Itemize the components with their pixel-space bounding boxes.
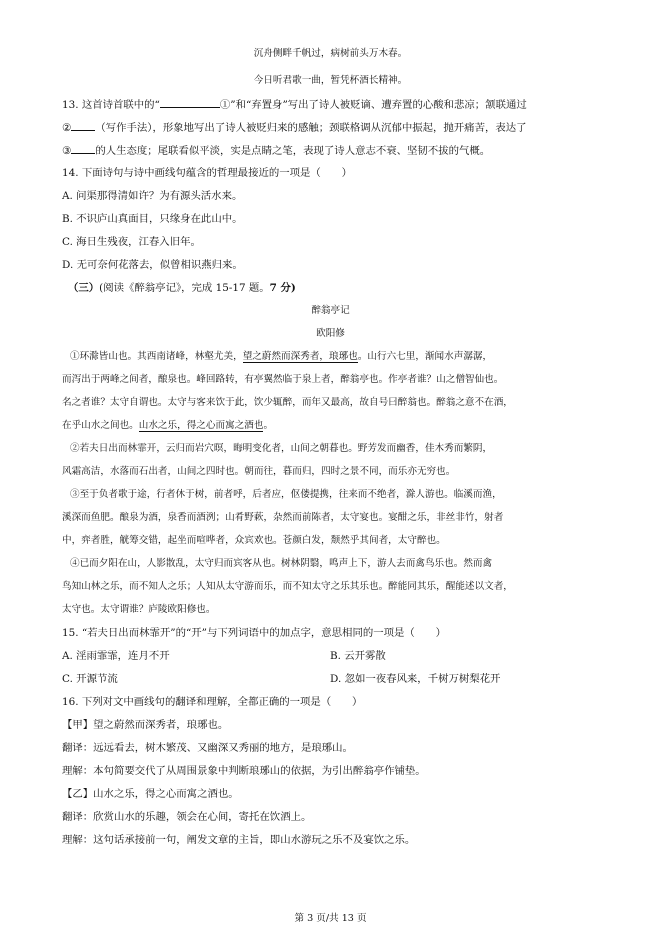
poem-line-2: 今日听君歌一曲，暂凭杯酒长精神。 xyxy=(253,75,408,86)
essay-p3-line-2: 溪深而鱼肥。酿泉为酒，泉香而酒洌；山肴野蔌，杂然而前陈者，太守宴也。宴酣之乐，非丝非竹，射者 xyxy=(62,512,504,523)
q13-text: ”和“弃置身”写出了诗人被贬谪、遭弃置的心酸和悲凉；颔联通过 xyxy=(230,99,527,111)
essay-p1-line-3: 名之者谁？太守自谓也。太守与客来饮于此，饮少辄醉，而年又最高，故自号曰醉翁也。醉翁之意不在酒， xyxy=(62,397,513,408)
section-3-text: (阅读《醉翁亭记》，完成 15-17 题。 xyxy=(99,282,270,294)
q14-option-d: D. 无可奈何花落去，似曾相识燕归来。 xyxy=(62,259,243,271)
essay-text: 。山行六七里，渐闻水声潺潺， xyxy=(357,351,493,362)
q14-option-a: A. 问渠那得清如许？为有源头活水来。 xyxy=(62,190,243,202)
essay-title: 醉翁亭记 xyxy=(311,305,350,316)
essay-p1-line-2: 而泻出于两峰之间者，酿泉也。峰回路转，有亭翼然临于泉上者，醉翁亭也。作亭者谁？山之僧智仙也。 xyxy=(62,374,504,385)
q14-stem: 14. 下面诗句与诗中画线句蕴含的哲理最接近的一项是（ ） xyxy=(62,167,352,179)
essay-p3-line-3: 中，弈者胜，觥筹交错，起坐而喧哗者，众宾欢也。苍颜白发，颓然乎其间者，太守醉也。 xyxy=(62,535,446,546)
underlined-sentence-yi: 山水之乐，得之心而寓之酒也 xyxy=(138,420,264,431)
essay-text: 在乎山水之间也。 xyxy=(62,420,139,431)
q16-jia-translation: 翻译：远远看去，树木繁茂、又幽深又秀丽的地方，是琅琊山。 xyxy=(62,742,353,754)
q16-yi-understanding: 理解：这句话承接前一句，阐发文章的主旨，即山水游玩之乐不及宴饮之乐。 xyxy=(62,834,416,846)
q13-mark-3: ③ xyxy=(62,145,72,157)
q16-yi: 【乙】山水之乐，得之心而寓之酒也。 xyxy=(62,788,239,800)
section-3-heading xyxy=(68,281,296,295)
q13-line-3 xyxy=(62,143,490,158)
section-3-label: （三） xyxy=(68,282,100,294)
essay-p4-line-3: 太守也。太守谓谁？庐陵欧阳修也。 xyxy=(62,604,216,615)
essay-p2-line-2: 风霜高洁，水落而石出者，山间之四时也。朝而往，暮而归，四时之景不同，而乐亦无穷也。 xyxy=(62,466,456,477)
q15-stem: 15. “若夫日出而林霏开”的“开”与下列词语中的加点字，意思相同的一项是（ ） xyxy=(62,627,446,639)
essay-p2-line-1: ②若夫日出而林霏开，云归而岩穴暝，晦明变化者，山间之朝暮也。野芳发而幽香，佳木秀而繁阴， xyxy=(70,443,493,454)
essay-p1-line-4 xyxy=(62,419,273,433)
q13-line-1 xyxy=(62,97,527,112)
q16-jia: 【甲】望之蔚然而深秀者，琅琊也。 xyxy=(62,719,229,731)
poem-line-1: 沉舟侧畔千帆过，病树前头万木春。 xyxy=(253,48,408,59)
essay-p4-line-1: ④已而夕阳在山，人影散乱，太守归而宾客从也。树林阴翳，鸣声上下，游人去而禽鸟乐也。然而禽 xyxy=(70,558,493,569)
q13-mark-2: ② xyxy=(62,122,72,134)
q14-option-c: C. 海日生残夜，江春入旧年。 xyxy=(62,236,201,248)
essay-text: ①环滁皆山也。其西南诸峰，林壑尤美， xyxy=(70,351,243,362)
q15-option-b: B. 云开雾散 xyxy=(330,650,386,662)
q13-blank-2 xyxy=(71,120,95,131)
essay-p3-line-1: ③至于负者歌于途，行者休于树，前者呼，后者应，伛偻提携，往来而不绝者，滁人游也。临溪而渔， xyxy=(70,489,502,500)
underlined-sentence-jia: 望之蔚然而深秀者，琅琊也 xyxy=(242,351,358,362)
q15-option-d: D. 忽如一夜春风来，千树万树梨花开 xyxy=(330,673,501,685)
q13-text: （写作手法），形象地写出了诗人被贬归来的感触；颈联格调从沉郁中振起，抛开痛苦，表达了 xyxy=(95,122,527,134)
q13-mark-1: ① xyxy=(219,99,231,111)
essay-author: 欧阳修 xyxy=(316,328,345,339)
page-footer: 第 3 页/共 13 页 xyxy=(294,913,367,924)
q13-blank-1 xyxy=(160,97,220,108)
section-3-score: 7 分) xyxy=(269,282,296,294)
q13-text: 的人生态度；尾联看似平淡，实是点睛之笔，表现了诗人意志不衰、坚韧不拔的气概。 xyxy=(95,145,491,157)
q13-text: 13. 这首诗首联中的“ xyxy=(62,99,160,111)
q16-stem: 16. 下列对文中画线句的翻译和理解，全都正确的一项是（ ） xyxy=(62,696,363,708)
q15-option-a: A. 淫雨霏霏，连月不开 xyxy=(62,650,170,662)
q14-option-b: B. 不识庐山真面目，只缘身在此山中。 xyxy=(62,213,243,225)
essay-p4-line-2: 鸟知山林之乐，而不知人之乐；人知从太守游而乐，而不知太守之乐其乐也。醉能同其乐，醒能述以文者， xyxy=(62,581,513,592)
q13-line-2 xyxy=(62,120,527,135)
q16-jia-understanding: 理解：本句简要交代了从周围景象中判断琅琊山的依据，为引出醉翁亭作铺垫。 xyxy=(62,765,426,777)
q15-options-row-1 xyxy=(62,649,170,663)
q15-option-c: C. 开源节流 xyxy=(62,673,118,685)
essay-p1-line-1 xyxy=(70,350,492,364)
essay-text: 。 xyxy=(263,420,274,431)
q13-blank-3 xyxy=(71,143,95,154)
q16-yi-translation: 翻译：欣赏山水的乐趣，领会在心间，寄托在饮酒上。 xyxy=(62,811,312,823)
